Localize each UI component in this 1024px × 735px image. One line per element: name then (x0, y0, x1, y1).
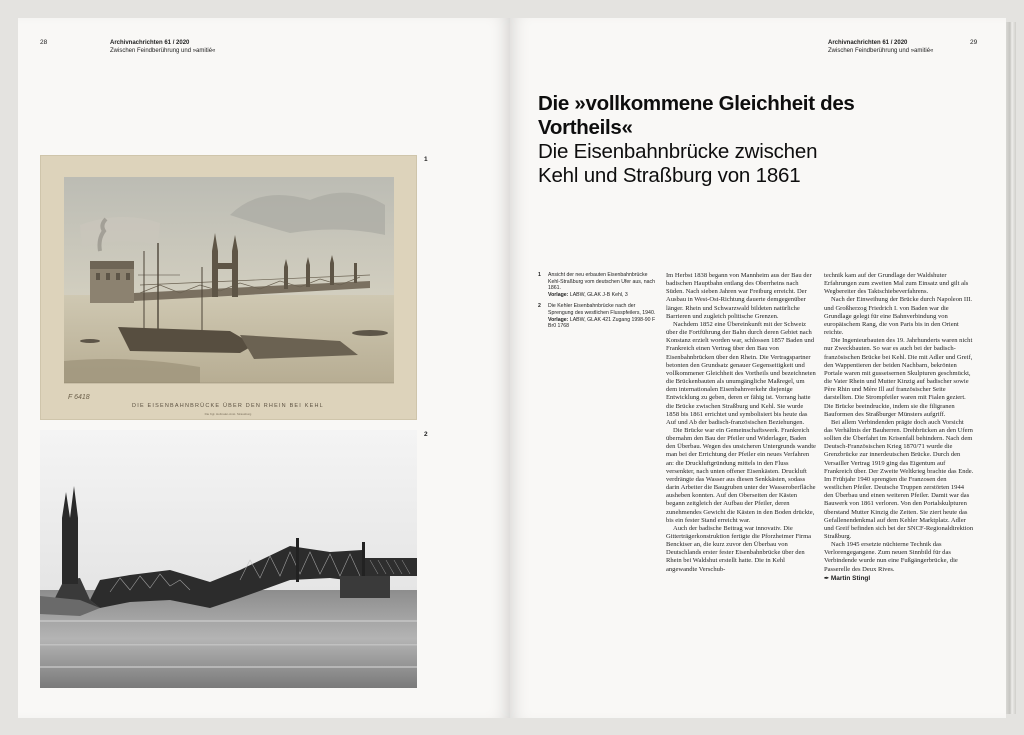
photo-illustration (40, 430, 417, 688)
caption-item (538, 303, 656, 329)
caption-source-label: Vorlage: (548, 291, 569, 298)
title-bold: Die »vollkommene Gleichheit des Vortheils« (538, 92, 855, 139)
paragraph: Bei allem Verbindenden prägte doch auch Vorsicht das Verhältnis der Bauherren. Drehbrücken an den Ufern sollten die Überfahrt im Krisenfall behindern. Nach dem Deutsch-Französischen Krieg 1870/71 wurde die Grenzbrücke zur innerdeutschen Brücke. Durch den Versailler Vertrag 1919 ging das Eigentum auf Frankreich über. Der Zweite Weltkrieg brachte das Ende. Im Frühjahr 1940 sprengten die Franzosen den westlichen Pfeiler. Deutsche Truppen zerstörten 1944 den Überbau und einen weiteren Pfeiler. Damit war das Bauwerk von 1861 verloren. Von den Portalskulpturen überstand Mutter Kinzig die Zeiten. Sie ziert heute das Gefallenendenkmal auf dem Kehler Marktplatz. Adler und Greif befinden sich bei der SNCF-Regionaldirektion Straßburg. (824, 418, 974, 540)
left-header-line1: Archivnachrichten 61 / 2020 (110, 40, 190, 46)
plate1-number: 1 (424, 156, 428, 163)
title-regular: Die Eisenbahnbrücke zwischen Kehl und Straßburg von 1861 (538, 140, 818, 187)
plate1-small-text: Die Kgl. Hofmaler-Anst. Strassburg (204, 412, 252, 416)
image-captions (538, 272, 656, 335)
caption-source-label: Vorlage: (548, 316, 569, 323)
caption-number: 2 (538, 303, 541, 310)
left-page-number: 28 (40, 39, 48, 46)
caption-text: Ansicht der neu erbauten Eisenbahnbrücke Kehl-Straßburg vom deutschen Ufer aus, nach 1861. (548, 272, 655, 292)
plate1-caption-line: DIE EISENBAHNBRÜCKE ÜBER DEN RHEIN BEI KEHL (132, 403, 324, 409)
left-running-header (110, 39, 215, 55)
body-column-1 (666, 272, 816, 574)
paragraph: Im Herbst 1838 begann von Mannheim aus der Bau der badischen Hauptbahn entlang des Oberrheins nach Süden. Nach sieben Jahren war Freiburg erreicht. Der Ausbau in West-Ost-Richtung dauerte demgegenüber länger. Rhein und Schwarzwald bildeten natürliche Barrieren und zugleich politische Grenzen. (666, 272, 812, 320)
paragraph: Nachdem 1852 eine Übereinkunft mit der Schweiz über die Fortführung der Bahn durch deren Gebiet nach Konstanz erzielt worden war, schlossen 1857 Baden und Frankreich einen Vertrag über den Bau von Eisenbahnbrücken über den Rhein. Die Vertragspartner betonten den Grundsatz genauer Gegenseitigkeit und vollkommener Gleichheit des Vortheils und bezeichneten die Brückenbauten als unumgängliche Maßregel, um dem internationalen Eisenbahnverkehr diejenige Entwicklung zu geben, deren er fähig ist. Vorrang hatte die Brücke zwischen Straßburg und Kehl. Sie wurde 1858 bis 1861 errichtet und symbolisiert bis heute das Auf und Ab der badisch-französischen Beziehungen. (666, 320, 816, 426)
body-column-2 (824, 272, 974, 583)
right-header-line2: Zwischen Feindberührung und »amitié« (828, 48, 934, 54)
caption-source: LABW, GLAK 421 Zugang 1998-90 F Br0 1768 (548, 316, 656, 330)
plate2-number: 2 (424, 431, 428, 438)
paragraph: Die Brücke war ein Gemeinschaftswerk. Frankreich übernahm den Bau der Pfeiler und Widerlager, Baden den Überbau. Wegen des unsicheren Untergrunds wandte man bei der Errichtung der Pfeiler ein neues Verfahren an: die Druckluftgründung mittels in den Fluss versenkter, nach unten offener Eisenkästen. Druckluft verdrängte das Wasser aus diesen Senkkästen, sodass darin Arbeiter die Baugruben unter der Wasseroberfläche ausheben konnten. Auf den Oberseiten der Kästen begann zeitgleich der Aufbau der Pfeiler, deren zunehmendes Gewicht die Kästen in den Boden drückte, bis ein fester Stand erreicht war. (666, 426, 816, 524)
paragraph: Nach 1945 ersetzte nüchterne Technik das Verlorengegangene. Zum neuen Sinnbild für das Verbindende wurde nun eine Fußgängerbrücke, die Passerelle des Deux Rives. (824, 541, 958, 573)
caption-source: LABW, GLAK J-B Kehl, 3 (568, 291, 628, 298)
caption-number: 1 (538, 272, 541, 278)
page-edge (1006, 22, 1016, 714)
right-page-number: 29 (970, 39, 978, 46)
paragraph: Die Ingenieurbauten des 19. Jahrhunderts waren nicht nur Zweckbauten. So war es auch bei der badisch-französischen Brücke bei Kehl. Die mit Adler und Greif, den Wappentieren der beiden Nachbarn, bekrönten Portale waren mit gusseisernen Skulpturen geschmückt, die Vater Rhein und Mutter Kinzig auf badischer sowie Père Rhin und Mère Ill auf französischer Seite darstellten. Die Strompfeiler waren mit Fialen geziert. Die Brücke beeindruckte, indem sie die filigranen Bauformen des Straßburger Münsters aufgriff. (824, 337, 973, 418)
right-header-line1: Archivnachrichten 61 / 2020 (828, 40, 908, 46)
paragraph: Nach der Einweihung der Brücke durch Napoleon III. und Großherzog Friedrich I. von Baden war die Grundlage gelegt für eine Bahnverbindung von europäischem Rang, die von Paris bis in den Orient reichte. (824, 296, 973, 337)
pen-icon: ✒ (824, 575, 830, 582)
destroyed-bridge-photo (40, 430, 417, 688)
author-name: Martin Stingl (830, 574, 871, 582)
paragraph: Auch der badische Beitrag war innovativ. Die Gitterträgerkonstruktion fertigte die Pforzheimer Firma Benckiser an, die kurz zuvor den Überbau von Deutschlands erster fester Eisenbahnbrücke über den Rhein bei Waldshut erstellt hatte. Die in Kehl angewandte Verschub- (666, 524, 812, 573)
lithograph-illustration (40, 155, 417, 420)
right-page (510, 18, 1006, 718)
caption-text: Die Kehler Eisenbahnbrücke nach der Sprengung des westlichen Flusspfeilers, 1940. (548, 303, 656, 316)
left-header-line2: Zwischen Feindberührung und »amitié« (110, 48, 216, 54)
left-page (18, 18, 510, 718)
lithograph-bridge-image (40, 155, 417, 420)
caption-item (538, 272, 656, 298)
author-byline (824, 575, 974, 583)
paragraph: technik kam auf der Grundlage der Waldshuter Erfahrungen zum zweiten Mal zum Einsatz und gilt als Wegbereiter des Taktschiebeverfahrens. (824, 272, 969, 296)
right-running-header (828, 39, 933, 55)
article-title (538, 92, 858, 188)
svg-text:F 6418: F 6418 (68, 394, 90, 401)
